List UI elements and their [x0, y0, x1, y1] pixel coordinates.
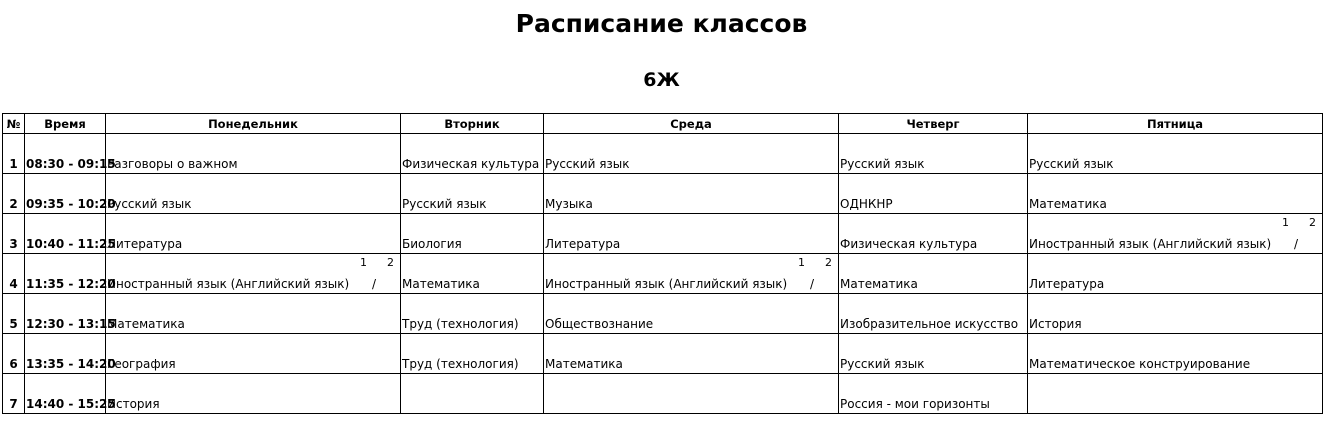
friday-lesson: Математическое конструирование [1028, 334, 1323, 374]
group-one-number: 1 [1282, 216, 1289, 229]
header-friday: Пятница [1028, 114, 1323, 134]
thursday-lesson: Математика [839, 254, 1028, 294]
group-split-slash: / [1294, 237, 1299, 251]
table-row [3, 254, 1323, 294]
header-tuesday: Вторник [401, 114, 544, 134]
group-one-number: 1 [798, 256, 805, 269]
monday-lesson: Русский язык [106, 174, 401, 214]
lesson-number: 1 [3, 134, 25, 174]
lesson-number: 2 [3, 174, 25, 214]
friday-lesson [1028, 374, 1323, 414]
tuesday-lesson: Математика [401, 254, 544, 294]
page-title: Расписание классов [515, 9, 808, 38]
tuesday-lesson: Биология [401, 214, 544, 254]
header-wednesday: Среда [544, 114, 839, 134]
header-time: Время [25, 114, 106, 134]
monday-lesson [106, 254, 401, 294]
header-monday: Понедельник [106, 114, 401, 134]
schedule-table [2, 113, 1323, 414]
lesson-time: 09:35 - 10:20 [25, 174, 106, 214]
monday-lesson: Разговоры о важном [106, 134, 401, 174]
thursday-lesson: Физическая культура [839, 214, 1028, 254]
wednesday-lesson: Обществознание [544, 294, 839, 334]
class-name: 6Ж [643, 69, 680, 91]
tuesday-lesson: Труд (технология) [401, 294, 544, 334]
tuesday-lesson: Русский язык [401, 174, 544, 214]
monday-lesson: Математика [106, 294, 401, 334]
lesson-time: 08:30 - 09:15 [25, 134, 106, 174]
thursday-lesson: Изобразительное искусство [839, 294, 1028, 334]
monday-lesson: Литература [106, 214, 401, 254]
thursday-lesson: Русский язык [839, 334, 1028, 374]
wednesday-lesson: Русский язык [544, 134, 839, 174]
table-row [3, 334, 1323, 374]
lesson-number: 5 [3, 294, 25, 334]
lesson-number: 7 [3, 374, 25, 414]
friday-lesson: История [1028, 294, 1323, 334]
tuesday-lesson [401, 374, 544, 414]
thursday-lesson: Русский язык [839, 134, 1028, 174]
header-thursday: Четверг [839, 114, 1028, 134]
tuesday-lesson: Труд (технология) [401, 334, 544, 374]
thursday-lesson: ОДНКНР [839, 174, 1028, 214]
wednesday-lesson: Музыка [544, 174, 839, 214]
friday-lesson [1028, 214, 1323, 254]
monday-lesson: История [106, 374, 401, 414]
group-split-slash: / [372, 277, 377, 291]
table-row [3, 214, 1323, 254]
group-two-number: 2 [387, 256, 394, 269]
table-row [3, 134, 1323, 174]
group-split [792, 256, 832, 292]
monday-lesson: География [106, 334, 401, 374]
group-two-number: 2 [825, 256, 832, 269]
lesson-time: 13:35 - 14:20 [25, 334, 106, 374]
friday-lesson: Русский язык [1028, 134, 1323, 174]
lesson-subject: Иностранный язык (Английский язык) [1029, 237, 1272, 251]
group-split [1276, 216, 1316, 252]
table-row [3, 374, 1323, 414]
wednesday-lesson: Математика [544, 334, 839, 374]
lesson-time: 11:35 - 12:20 [25, 254, 106, 294]
friday-lesson: Литература [1028, 254, 1323, 294]
lesson-number: 6 [3, 334, 25, 374]
lesson-subject: Иностранный язык (Английский язык) [107, 277, 350, 291]
thursday-lesson: Россия - мои горизонты [839, 374, 1028, 414]
lesson-subject: Иностранный язык (Английский язык) [545, 277, 788, 291]
lesson-number: 4 [3, 254, 25, 294]
wednesday-lesson: Литература [544, 214, 839, 254]
friday-lesson: Математика [1028, 174, 1323, 214]
lesson-number: 3 [3, 214, 25, 254]
header-row [3, 114, 1323, 134]
group-split [354, 256, 394, 292]
group-two-number: 2 [1309, 216, 1316, 229]
header-num: № [3, 114, 25, 134]
tuesday-lesson: Физическая культура [401, 134, 544, 174]
lesson-time: 10:40 - 11:25 [25, 214, 106, 254]
group-one-number: 1 [360, 256, 367, 269]
table-row [3, 174, 1323, 214]
wednesday-lesson [544, 254, 839, 294]
lesson-time: 12:30 - 13:15 [25, 294, 106, 334]
lesson-time: 14:40 - 15:25 [25, 374, 106, 414]
wednesday-lesson [544, 374, 839, 414]
table-row [3, 294, 1323, 334]
group-split-slash: / [810, 277, 815, 291]
